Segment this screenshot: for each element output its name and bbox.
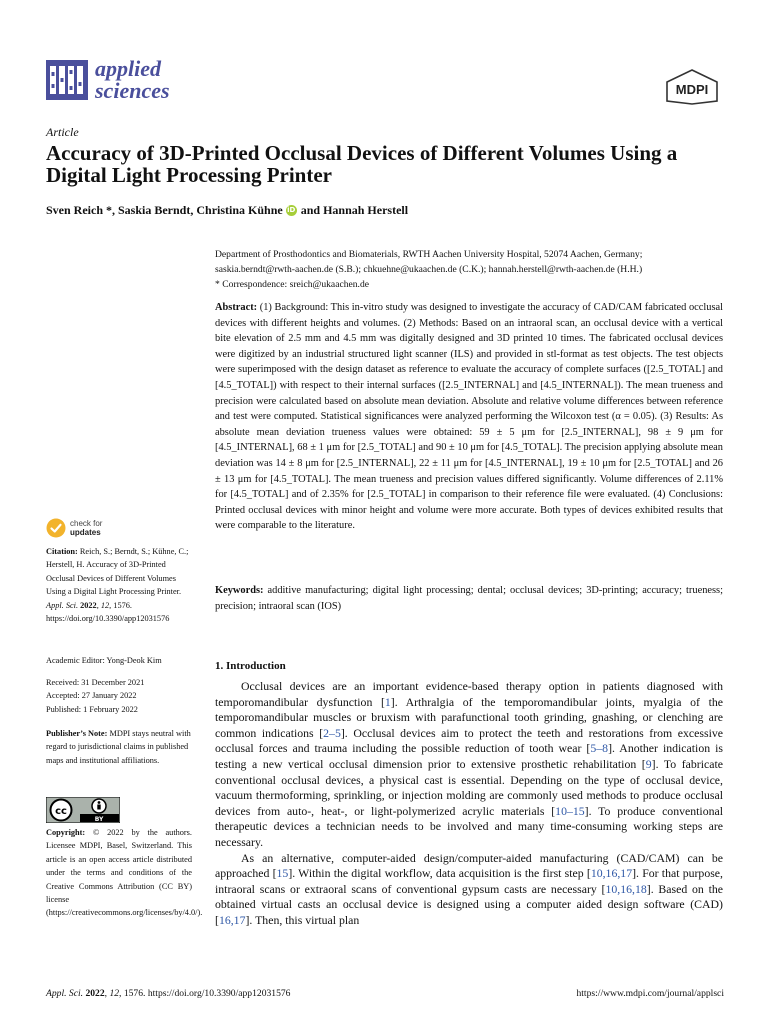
body-text-run: ]. Another indication is testing a new vertical occlusal dimension prior to extensive prosthetic rehabilitation [: [215, 741, 724, 771]
citation-journal: Appl. Sci.: [46, 600, 79, 610]
citation-reference[interactable]: 16,17: [218, 912, 246, 927]
author-list: [46, 203, 408, 218]
body-text-run: Occlusal devices are an important evidence-based therapy option in patients diagnosed with temporomandibular dysfunction [: [215, 679, 723, 709]
citation-reference[interactable]: 10,16,17: [590, 866, 633, 881]
cc-label: cc: [55, 806, 67, 817]
page-footer: [46, 988, 724, 999]
abstract: [215, 300, 723, 534]
body-text-run: ]. Then, this virtual plan: [245, 912, 360, 927]
applied-sciences-logo-icon: [46, 60, 88, 100]
dates-block: [46, 676, 192, 716]
published-date: Published: 1 February 2022: [46, 704, 138, 714]
affiliation-block: [215, 247, 730, 292]
copyright-block: [46, 826, 203, 920]
introduction-body: [215, 679, 723, 929]
body-text-run: ]. Based on the obtained virtual casts an occlusal device is designed using a computer aided design software (CAD) [: [215, 881, 723, 927]
citation-year: 2022: [80, 600, 97, 610]
citation-block: Citation: Reich, S.; Berndt, S.; Kühne, C.; Herstell, H. Accuracy of 3D-Printed Occlusal Devices of Different Volumes Using a Digital Light Processing Printer. Appl. Sci. 2022, 12, 1576. https://doi.org/10.3390/app12031576: [46, 547, 189, 624]
abstract-label: Abstract:: [215, 302, 258, 313]
orcid-icon[interactable]: iD: [287, 206, 296, 214]
body-text-run: As an alternative, computer-aided design/computer-aided manufacturing (CAD/CAM) can be approached [: [215, 850, 723, 881]
citation-reference[interactable]: 10–15: [555, 803, 585, 818]
citation-reference[interactable]: 5–8: [590, 741, 609, 756]
citation-reference[interactable]: 1: [384, 694, 391, 709]
correspondence: * Correspondence: sreich@ukaachen.de: [215, 279, 370, 290]
citation-reference[interactable]: 15: [276, 866, 289, 881]
intro-paragraph-2: [215, 851, 723, 929]
article-type: Article: [46, 125, 79, 139]
accepted-date: Accepted: 27 January 2022: [46, 691, 137, 701]
body-text-run: ]. Arthralgia of the temporomandibular joints, myalgia of the temporomandibular muscles or bruxism with parafunctional tooth grinding, gnashing, or clenching are common indications [: [215, 694, 723, 740]
body-text-run: ]. Within the digital workflow, data acquisition is the first step [: [288, 866, 591, 881]
article-title: Accuracy of 3D-Printed Occlusal Devices of Different Volumes Using a Digital Light Processing Printer: [46, 141, 678, 187]
citation-reference[interactable]: 9: [645, 756, 652, 771]
section-heading: 1. Introduction: [215, 660, 286, 672]
publisher-name: MDPI: [675, 82, 709, 97]
body-text-run: ]. To produce conventional therapeutic devices a technician needs to be involved and many time-consuming working steps are necessary.: [215, 803, 723, 849]
cc-by-license-icon[interactable]: [46, 797, 120, 823]
affiliation-emails: saskia.berndt@rwth-aachen.de (S.B.); chkuehne@ukaachen.de (C.K.); hannah.herstell@rwth-aachen.de (H.H.): [215, 264, 643, 275]
mdpi-logo-icon: [665, 69, 719, 105]
authors-last: and Hannah Herstell: [300, 203, 409, 217]
check-updates-label: [70, 519, 102, 537]
copyright-label: Copyright:: [46, 828, 86, 837]
citation-doi[interactable]: , 1576. https://doi.org/10.3390/app12031576: [46, 600, 170, 624]
check-line2: updates: [70, 528, 101, 537]
academic-editor: Academic Editor: Yong-Deok Kim: [46, 656, 162, 665]
citation-reference[interactable]: 2–5: [323, 725, 341, 740]
journal-logo: [46, 58, 170, 102]
publisher-note-text: MDPI stays neutral with regard to jurisdictional claims in published maps and institutional affiliations.: [46, 729, 191, 765]
citation-label: Citation:: [46, 547, 78, 556]
citation-reference[interactable]: 10,16,18: [605, 881, 647, 896]
check-line1: check for: [70, 519, 103, 528]
by-label: BY: [94, 816, 104, 823]
affiliation-line: Department of Prosthodontics and Biomaterials, RWTH Aachen University Hospital, 52074 Aachen, Germany;: [215, 249, 643, 260]
footer-journal: Appl. Sci.: [46, 988, 84, 999]
received-date: Received: 31 December 2021: [46, 678, 145, 687]
body-text-run: ]. Occlusal devices aim to protect the teeth and restorations from excessive occlusal forces and trauma including the possible reduction of tooth wear [: [215, 725, 723, 756]
footer-citation: Appl. Sci. 2022, 12, 1576. https://doi.org/10.3390/app12031576: [46, 988, 291, 999]
intro-paragraph-1: [215, 679, 723, 851]
footer-volume: 12: [109, 988, 120, 999]
citation-text: Reich, S.; Berndt, S.; Kühne, C.; Herstell, H. Accuracy of 3D-Printed Occlusal Devices of Different Volumes Using a Digital Light Processing Printer.: [46, 547, 189, 597]
body-text-run: ]. To fabricate conventional occlusal devices, a physical cast is essential. Depending on the type of occlusal device, vacuum thermoforming, sprinkling, or injection molding are commonly used methods to produce occlusal devices from auto-, heat-, or light-polymerized acrylic materials [: [215, 756, 723, 818]
body-text-run: ]. For that purpose, intraoral scans or extraoral scans of conventional gypsum casts are necessary [: [215, 866, 723, 896]
footer-journal-url[interactable]: https://www.mdpi.com/journal/applsci: [576, 988, 724, 999]
authors-first: Sven Reich *, Saskia Berndt, Christina Kühne: [46, 203, 283, 217]
check-for-updates[interactable]: [46, 518, 102, 538]
footer-doi[interactable]: , 1576. https://doi.org/10.3390/app12031576: [119, 988, 291, 999]
copyright-text: © 2022 by the authors. Licensee MDPI, Basel, Switzerland. This article is an open access article distributed under the terms and conditions of the Creative Commons Attribution (CC BY) license (https://creativecommons.org/licenses/by/4.0/).: [46, 828, 203, 918]
journal-name-line1: applied: [95, 56, 161, 81]
footer-year: 2022: [85, 988, 105, 999]
journal-name: [95, 58, 170, 102]
check-updates-icon: [46, 518, 66, 538]
abstract-text: (1) Background: This in-vitro study was designed to investigate the accuracy of CAD/CAM fabricated occlusal devices with different heights and volumes. (2) Methods: Based on an intraoral scan, an occlusal device with a vertical bite elevation of 2.5 mm and 4.5 mm was digitally designed and 3D printed 10 times. The fabricated occlusal devices were digitized by an industrial structured light scanner (ILS) and provided in stl-format as test objects. The test objects were superimposed with the design dataset as reference to evaluate the accuracy of complete surfaces ([2.5_TOTAL] and [4.5_TOTAL]) with respect to their internal surfaces ([2.5_INTERNAL] and [4.5_INTERNAL]). The mean trueness and precision were calculated based on absolute mean deviation. Absolute and relative volume differences between reference and test were computed. Statistical significances were analyzed performing the Wilcoxon test (α = 0.05). (3) Results: As absolute mean deviation trueness values were obtained: 59 ± 5 μm for [2.5_INTERNAL], 98 ± 9 μm for [4.5_INTERNAL], 68 ± 1 μm for [2.5_TOTAL] and 90 ± 10 μm for [4.5_TOTAL]. The precision applying absolute mean deviation was 14 ± 8 μm for [2.5_INTERNAL], 22 ± 11 μm for [4.5_INTERNAL], 19 ± 10 μm for [2.5_TOTAL] and 26 ± 13 μm for [4.5_TOTAL]. The mean trueness and precision values differed significantly. Volume differences of 2.11% for [4.5_TOTAL] and of 2.35% for [2.5_TOTAL] in comparison to their reference file were evaluated. (4) Conclusions: Printed occlusal devices with minor height and volume were more accurate. Both types of devices exhibited results that were comparable to the literature.: [215, 302, 723, 532]
keywords-label: Keywords:: [215, 585, 264, 596]
keywords: [215, 583, 723, 614]
publisher-note: [46, 727, 192, 767]
publisher-note-label: Publisher’s Note:: [46, 729, 108, 738]
keywords-text: additive manufacturing; digital light processing; dental; occlusal devices; 3D-printing; accuracy; trueness; precision; intraoral scan (IOS): [215, 585, 723, 612]
journal-name-line2: sciences: [95, 78, 170, 103]
citation-volume: 12: [100, 600, 110, 610]
